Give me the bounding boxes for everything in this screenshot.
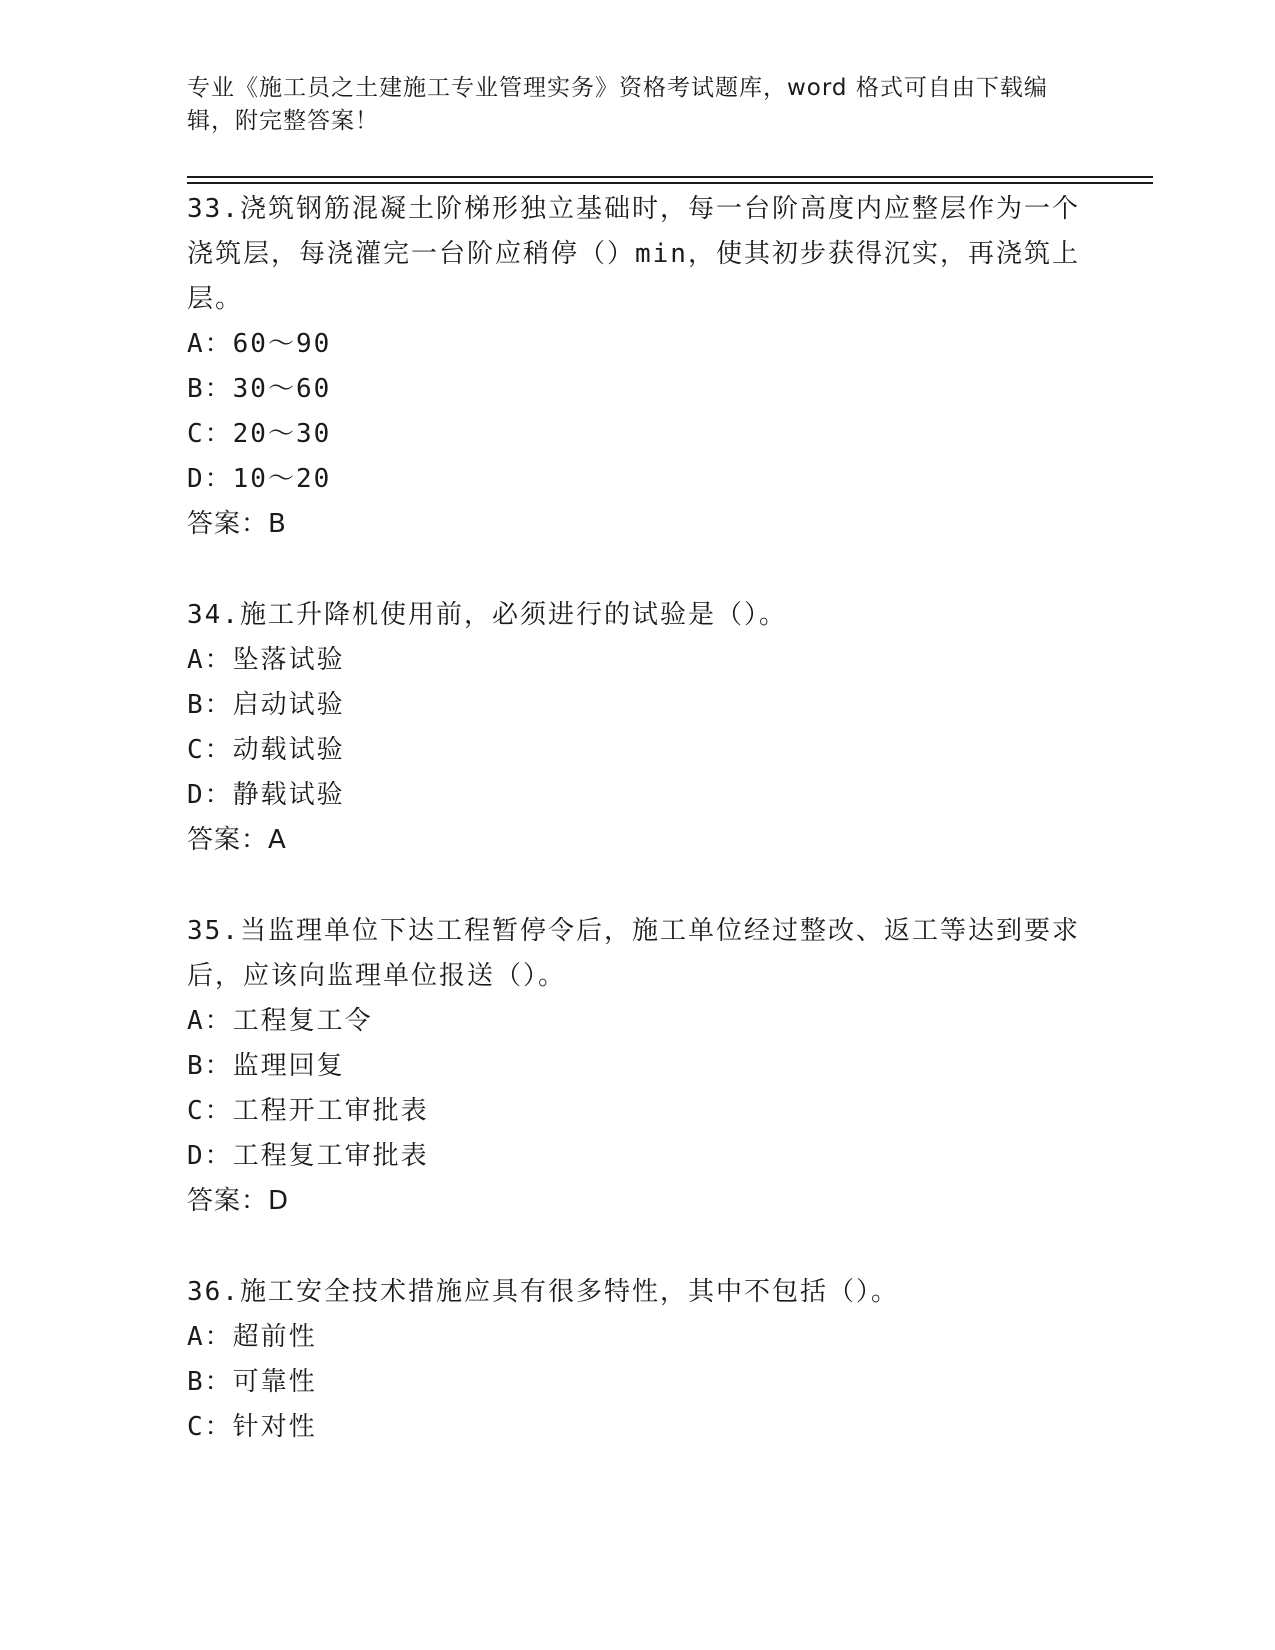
question-34 xyxy=(187,593,1087,863)
option-b: B：30～60 xyxy=(187,374,332,404)
question-35 xyxy=(187,909,1087,1224)
answer-label: 答案：D xyxy=(187,1186,290,1216)
question-36 xyxy=(187,1270,1087,1450)
question-text: 36.施工安全技术措施应具有很多特性，其中不包括（）。 xyxy=(187,1277,899,1307)
option-d: D：静载试验 xyxy=(187,780,345,810)
question-text: 34.施工升降机使用前，必须进行的试验是（）。 xyxy=(187,600,787,630)
option-b: B：监理回复 xyxy=(187,1051,345,1081)
option-c: C：20～30 xyxy=(187,419,332,449)
option-b: B：启动试验 xyxy=(187,690,345,720)
answer-label: 答案：B xyxy=(187,509,287,539)
document-header: 专业《施工员之土建施工专业管理实务》资格考试题库，word 格式可自由下载编辑，附完整答案！ xyxy=(187,75,1048,134)
question-33 xyxy=(187,187,1087,547)
option-c: C：针对性 xyxy=(187,1412,317,1442)
header-rule-bottom xyxy=(187,182,1153,184)
option-a: A：60～90 xyxy=(187,329,332,359)
option-a: A：超前性 xyxy=(187,1322,317,1352)
option-d: D：10～20 xyxy=(187,464,332,494)
option-c: C：动载试验 xyxy=(187,735,345,765)
option-a: A：工程复工令 xyxy=(187,1006,373,1036)
question-text: 35.当监理单位下达工程暂停令后，施工单位经过整改、返工等达到要求后，应该向监理单位报送（）。 xyxy=(187,916,1080,991)
option-d: D：工程复工审批表 xyxy=(187,1141,429,1171)
option-c: C：工程开工审批表 xyxy=(187,1096,429,1126)
option-a: A：坠落试验 xyxy=(187,645,345,675)
header-rule-top xyxy=(187,176,1153,178)
question-text: 33.浇筑钢筋混凝土阶梯形独立基础时，每一台阶高度内应整层作为一个浇筑层，每浇灌完一台阶应稍停（）min，使其初步获得沉实，再浇筑上层。 xyxy=(187,194,1080,314)
answer-label: 答案：A xyxy=(187,825,287,855)
question-list xyxy=(187,187,1087,1496)
option-b: B：可靠性 xyxy=(187,1367,317,1397)
